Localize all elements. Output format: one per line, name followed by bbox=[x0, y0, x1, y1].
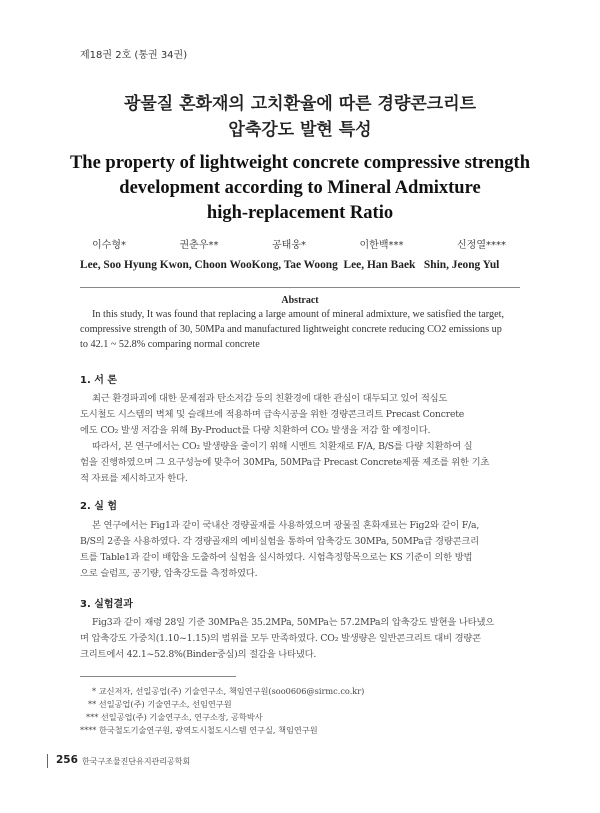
section-1-line-6: 적 자료를 제시하고자 한다. bbox=[80, 473, 188, 484]
author-ko-1: 이수형* bbox=[92, 240, 126, 251]
section-2-line-2: B/S의 2종을 사용하였다. 각 경량골재의 예비실험을 통하여 압축강도 30MPa, 50MPa급 경량콘크리 bbox=[80, 536, 479, 547]
footnote-2: ** 선일공업(주) 기술연구소, 선임연구원 bbox=[88, 699, 232, 709]
section-3-line-3: 크리트에서 42.1~52.8%(Binder중심)의 절감을 나타냈다. bbox=[80, 649, 317, 660]
title-korean-line-1: 광물질 혼화재의 고치환율에 따른 경량콘크리트 bbox=[123, 94, 477, 114]
page-number: 256 bbox=[56, 754, 78, 766]
section-2-line-1: 본 연구에서는 Fig1과 같이 국내산 경량골재를 사용하였으며 광물질 혼화재료는 Fig2와 같이 F/a, bbox=[92, 520, 480, 531]
section-heading-experiment: 2. 실 험 bbox=[80, 501, 118, 512]
page-number-bar bbox=[47, 754, 48, 768]
section-1-line-5: 험을 진행하였으며 그 요구성능에 맞추어 30MPa, 50MPa급 Precast Concrete제품 제조를 위한 기초 bbox=[80, 457, 490, 468]
journal-name: 한국구조물진단유지관리공학회 bbox=[82, 757, 191, 766]
authors-english: Lee, Soo Hyung Kwon, Choon WooKong, Tae Woong Lee, Han Baek Shin, Jeong Yul bbox=[80, 259, 500, 271]
section-3-line-1: Fig3과 같이 재령 28일 기준 30MPa은 35.2MPa, 50MPa는 57.2MPa의 압축강도 발현을 나타냈으 bbox=[92, 617, 495, 628]
section-heading-results: 3. 실험결과 bbox=[80, 599, 133, 610]
section-3-line-2: 며 압축강도 가중치(1.10~1.15)의 범위를 모두 만족하였다. CO₂ 발생량은 일반콘크리트 대비 경량콘 bbox=[80, 633, 481, 644]
issue-header: 제18권 2호 (통권 34권) bbox=[80, 50, 188, 61]
abstract-title: Abstract bbox=[281, 295, 319, 306]
abstract-divider bbox=[80, 287, 520, 288]
title-english-line-1: The property of lightweight concrete compressive strength bbox=[69, 153, 531, 173]
section-1-line-3: 에도 CO₂ 발생 저감을 위해 By-Product를 다량 치환하여 CO₂ 발생을 저감 할 예정이다. bbox=[80, 425, 431, 436]
abstract-line-2: compressive strength of 30, 50MPa and manufactured lightweight concrete reducing CO2 emissions up bbox=[80, 324, 502, 335]
title-english-line-3: high-replacement Ratio bbox=[206, 203, 394, 223]
abstract-line-3: to 42.1 ~ 52.8% comparing normal concrete bbox=[80, 339, 260, 350]
section-1-line-4: 따라서, 본 연구에서는 CO₂ 발생량을 줄이기 위해 시멘트 치환재로 F/A, B/S를 다량 치환하여 실 bbox=[92, 441, 473, 452]
footnote-4: **** 한국철도기술연구원, 광역도시철도시스템 연구실, 책임연구원 bbox=[80, 725, 318, 735]
section-1-line-2: 도시철도 시스템의 벽체 및 슬래브에 적용하며 급속시공을 위한 경량콘크리트 Precast Concrete bbox=[80, 409, 465, 420]
footnote-divider bbox=[80, 676, 236, 677]
title-korean-line-2: 압축강도 발현 특성 bbox=[228, 120, 372, 140]
author-ko-3: 공태웅* bbox=[272, 240, 306, 251]
title-english-line-2: development according to Mineral Admixture bbox=[119, 178, 481, 198]
author-ko-4: 이한백*** bbox=[359, 240, 404, 251]
author-ko-2: 권춘우** bbox=[179, 240, 219, 251]
section-1-line-1: 최근 환경파괴에 대한 문제점과 탄소저감 등의 친환경에 대한 관심이 대두되고 있어 적심도 bbox=[92, 393, 448, 404]
footnote-1: * 교신저자, 선일공업(주) 기술연구소, 책임연구원(soo0606@sirmc.co.kr) bbox=[92, 686, 365, 696]
section-2-line-3: 트를 Table1과 같이 배합을 도출하여 실험을 실시하였다. 시험측정항목으로는 KS 기준이 의한 방법 bbox=[80, 552, 473, 563]
section-2-line-4: 으로 슬럼프, 공기량, 압축강도를 측정하였다. bbox=[80, 568, 258, 579]
abstract-line-1: In this study, It was found that replacing a large amount of mineral admixture, we satisfied the target, bbox=[92, 309, 505, 320]
author-ko-5: 신정열**** bbox=[457, 240, 506, 251]
authors-korean bbox=[80, 236, 520, 251]
section-heading-introduction: 1. 서 론 bbox=[80, 375, 118, 386]
footnote-3: *** 선일공업(주) 기술연구소, 연구소장, 공학박사 bbox=[86, 712, 263, 722]
